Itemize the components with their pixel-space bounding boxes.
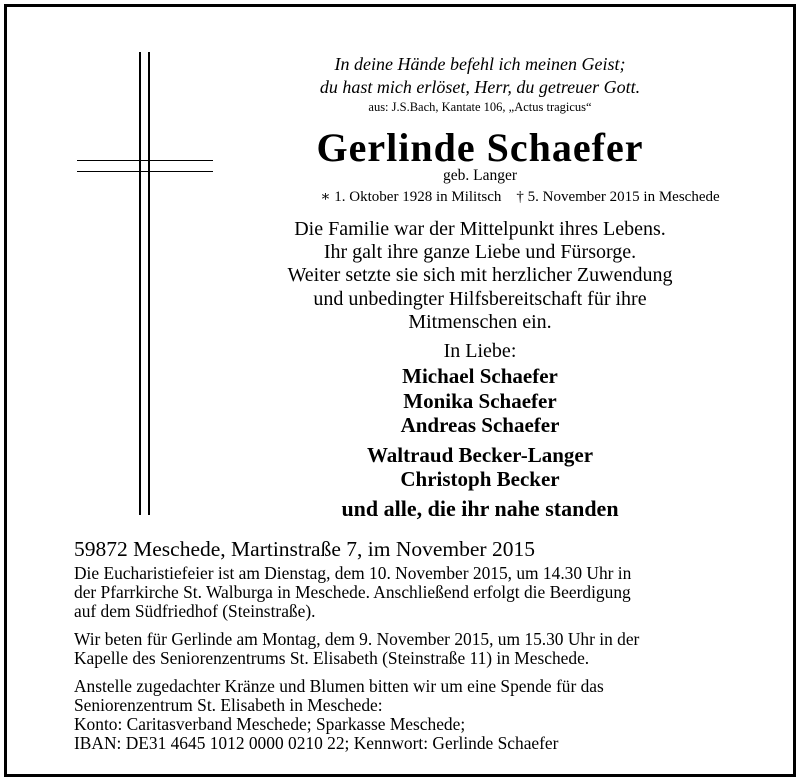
quote-line: du hast mich erlöset, Herr, du getreuer Gott. <box>319 77 641 97</box>
maiden-name: geb. Langer <box>442 167 518 184</box>
mourner-name: Michael Schaefer <box>402 364 558 388</box>
info-line: Seniorenzentrum St. Elisabeth in Meschede: <box>74 695 383 715</box>
tribute-line: Mitmenschen ein. <box>408 311 552 333</box>
info-line: Anstelle zugedachter Kränze und Blumen bitten wir um eine Spende für das <box>74 676 604 696</box>
info-line: Die Eucharistiefeier ist am Dienstag, dem 10. November 2015, um 14.30 Uhr in <box>74 563 632 583</box>
tribute-line: Ihr galt ihre ganze Liebe und Fürsorge. <box>323 241 637 263</box>
info-line: Konto: Caritasverband Meschede; Sparkasse Meschede; <box>74 714 466 734</box>
mourner-name: Christoph Becker <box>400 467 560 491</box>
in-love-label: In Liebe: <box>443 340 517 362</box>
tribute-line: und unbedingter Hilfsbereitschaft für ihre <box>313 288 647 310</box>
place-date: 59872 Meschede, Martinstraße 7, im November 2015 <box>74 537 535 561</box>
deceased-name: Gerlinde Schaefer <box>316 125 644 170</box>
cross-vertical-line <box>139 52 141 515</box>
info-line: auf dem Südfriedhof (Steinstraße). <box>74 601 316 621</box>
cross-vertical-line <box>148 52 150 515</box>
life-dates: ∗ 1. Oktober 1928 in Militsch † 5. November 2015 in Meschede <box>320 189 720 205</box>
info-line: IBAN: DE31 4645 1012 0000 0210 22; Kennwort: Gerlinde Schaefer <box>74 733 559 753</box>
mourner-name: Waltraud Becker-Langer <box>366 443 594 467</box>
tribute-line: Die Familie war der Mittelpunkt ihres Lebens. <box>294 218 666 240</box>
info-line: Wir beten für Gerlinde am Montag, dem 9. November 2015, um 15.30 Uhr in der <box>74 629 640 649</box>
mourner-name: Andreas Schaefer <box>400 413 560 437</box>
cross-horizontal-line <box>77 171 213 172</box>
tribute-line: Weiter setzte sie sich mit herzlicher Zuwendung <box>287 264 673 286</box>
quote-line: In deine Hände befehl ich meinen Geist; <box>334 54 626 74</box>
info-line: der Pfarrkirche St. Walburga in Meschede. Anschließend erfolgt die Beerdigung <box>74 582 631 602</box>
info-line: Kapelle des Seniorenzentrums St. Elisabeth (Steinstraße 11) in Meschede. <box>74 648 590 668</box>
cross-horizontal-line <box>77 160 213 161</box>
mourners-closing: und alle, die ihr nahe standen <box>341 496 619 521</box>
quote-source: aus: J.S.Bach, Kantate 106, „Actus tragicus“ <box>368 100 592 114</box>
mourner-name: Monika Schaefer <box>403 389 557 413</box>
